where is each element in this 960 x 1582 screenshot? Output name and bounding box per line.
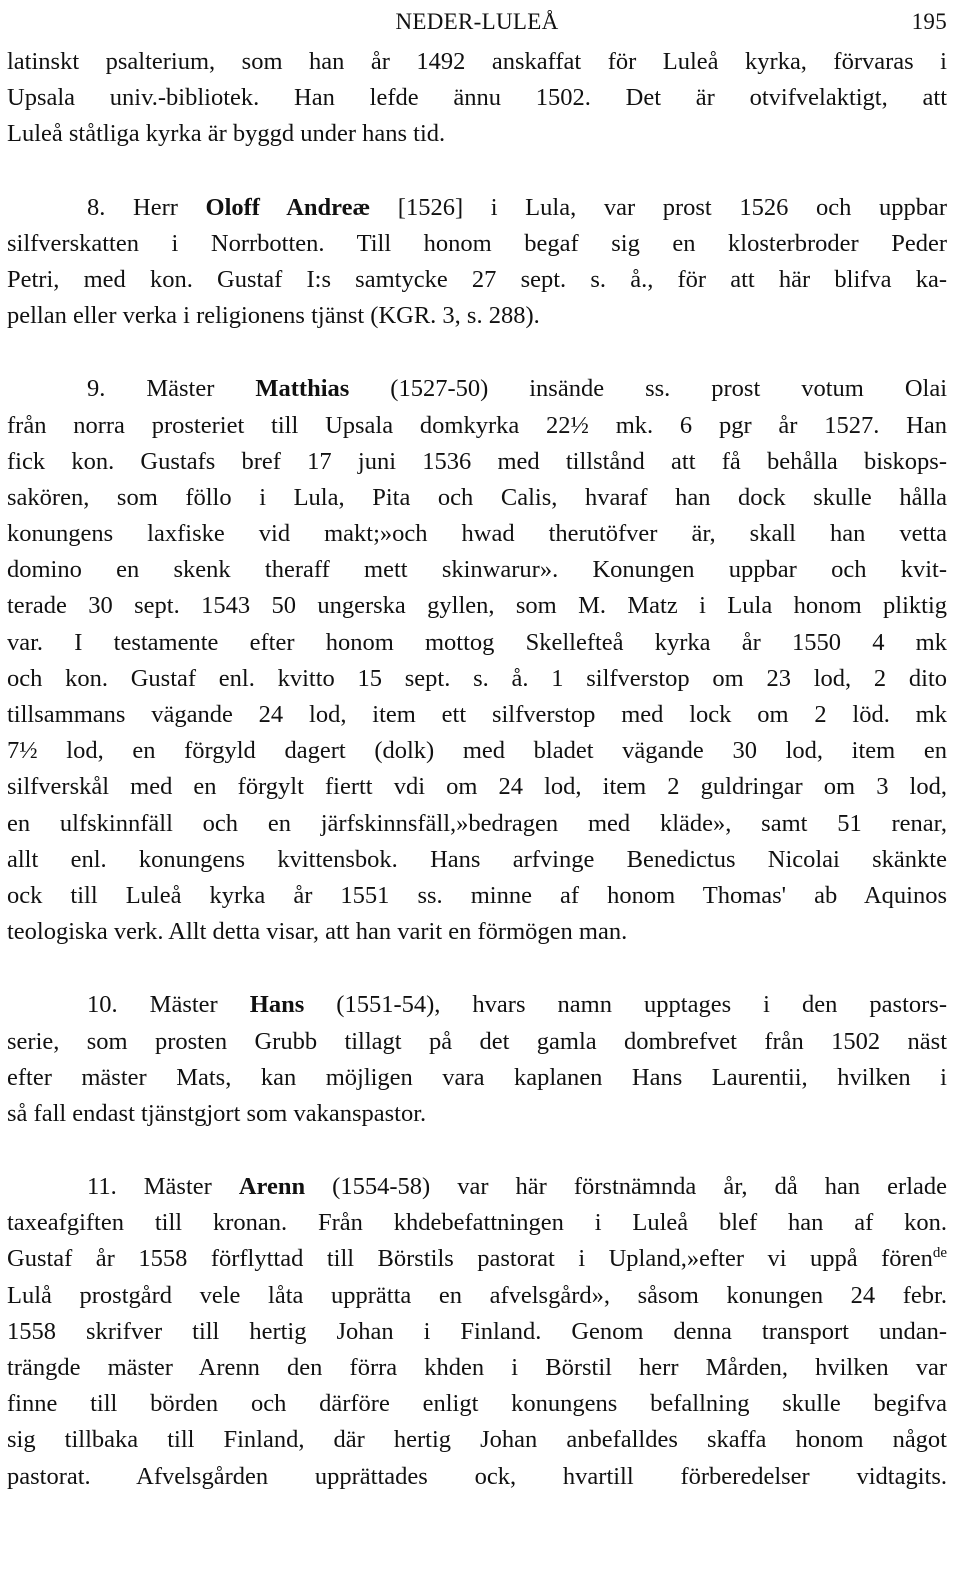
entry-heading-line	[7, 1169, 947, 1205]
entry-heading-line	[7, 190, 947, 226]
text-line: var. I testamente efter honom mottog Skellefteå kyrka år 1550 4 mk	[7, 628, 947, 656]
text-line: silfverskatten i Norrbotten. Till honom begaf sig en klosterbroder Peder	[7, 229, 947, 257]
text-line: sakören, som föllo i Lula, Pita och Calis, hvaraf han dock skulle hålla	[7, 483, 947, 511]
text-line: Upsala univ.-bibliotek. Han lefde ännu 1502. Det är otvifvelaktigt, att	[7, 84, 947, 112]
entry-11	[7, 1169, 947, 1495]
entry-number: 11.	[87, 1173, 117, 1201]
text-line: 7½ lod, en förgyld dagert (dolk) med bladet vägande 30 lod, item en	[7, 737, 947, 765]
text-line: latinskt psalterium, som han år 1492 anskaffat för Luleå kyrka, förvaras i	[7, 48, 947, 75]
text-line: pastorat. Afvelsgården upprättades ock, hvartill förberedelser vidtagits.	[7, 1462, 947, 1490]
entry-heading-text: (1527-50) insände ss. prost votum Olai	[390, 375, 948, 403]
entry-title: Mäster	[143, 1173, 212, 1201]
text-line: Petri, med kon. Gustaf I:s samtycke 27 sept. s. å., för att här blifva ka-	[7, 265, 947, 293]
running-title: NEDER-LULEÅ	[395, 9, 559, 34]
text-line: sig tillbaka till Finland, där hertig Johan anbefalldes skaffa honom något	[7, 1426, 947, 1454]
entry-name: Oloff Andreæ	[205, 193, 371, 221]
text-line: fick kon. Gustafs bref 17 juni 1536 med tillstånd att få behålla biskops-	[7, 447, 947, 475]
entry-9	[7, 371, 947, 950]
text-line: allt enl. konungens kvittensbok. Hans arfvinge Benedictus Nicolai skänkte	[7, 845, 947, 873]
entry-heading-line	[7, 987, 947, 1023]
text-line	[7, 1241, 947, 1277]
text-line: silfverskål med en förgylt fiertt vdi om 24 lod, item 2 guldringar om 3 lod,	[7, 773, 947, 801]
text-line: pellan eller verka i religionens tjänst (KGR. 3, s. 288).	[7, 302, 540, 330]
text-line: en ulfskinnfäll och en järfskinnsfäll,»bedragen med kläde», samt 51 renar,	[7, 809, 947, 837]
entry-number: 9.	[87, 375, 106, 403]
entry-title: Herr	[133, 193, 178, 221]
entry-number: 8.	[87, 193, 106, 221]
paragraph-gap	[7, 950, 947, 987]
text-line: Luleå ståtliga kyrka är byggd under hans tid.	[7, 120, 446, 148]
entry-heading-text: (1554-58) var här förstnämnda år, då han erlade	[332, 1173, 947, 1201]
text-line: serie, som prosten Grubb tillagt på det gamla dombrefvet från 1502 näst	[7, 1027, 947, 1055]
page-number: 195	[911, 9, 947, 34]
text-line: finne till börden och därföre enligt konungens befallning skulle begifva	[7, 1390, 947, 1418]
text-line: tillsammans vägande 24 lod, item ett silfverstop med lock om 2 löd. mk	[7, 701, 947, 728]
text-line: domino en skenk theraff mett skinwarur». Konungen uppbar och kvit-	[7, 556, 947, 584]
entry-heading-text: (1551-54), hvars namn upptages i den pastors-	[336, 991, 947, 1019]
text-line: från norra prosteriet till Upsala domkyrka 22½ mk. 6 pgr år 1527. Han	[7, 411, 947, 439]
paragraph-gap	[7, 334, 947, 371]
text-line: Lulå prostgård vele låta upprätta en afvelsgård», såsom konungen 24 febr.	[7, 1281, 947, 1309]
entry-10	[7, 987, 947, 1132]
text-line-main: Gustaf år 1558 förflyttad till Börstils pastorat i Upland,»efter vi uppå fören	[7, 1245, 933, 1273]
text-line: så fall endast tjänstgjort som vakanspastor.	[7, 1099, 427, 1127]
entry-name: Hans	[249, 991, 305, 1019]
entry-number: 10.	[87, 991, 118, 1019]
paragraph-gap	[7, 1132, 947, 1169]
paragraph-intro	[7, 44, 947, 153]
book-page	[7, 0, 947, 1495]
entry-heading-text: [1526] i Lula, var prost 1526 och uppbar	[397, 193, 947, 221]
text-line: efter mäster Mats, kan möjligen vara kaplanen Hans Laurentii, hvilken i	[7, 1063, 947, 1091]
entry-heading-line	[7, 371, 947, 407]
text-line: trängde mäster Arenn den förra khden i Börstil herr Mården, hvilken var	[7, 1354, 947, 1381]
entry-title: Mäster	[149, 991, 218, 1019]
superscript-abbreviation: de	[932, 1245, 947, 1262]
text-line: taxeafgiften till kronan. Från khdebefattningen i Luleå blef han af kon.	[7, 1209, 947, 1237]
text-line: 1558 skrifver till hertig Johan i Finland. Genom denna transport undan-	[7, 1317, 947, 1345]
entry-name: Matthias	[255, 375, 350, 403]
text-line: teologiska verk. Allt detta visar, att han varit en förmögen man.	[7, 918, 628, 946]
text-line: och kon. Gustaf enl. kvitto 15 sept. s. å. 1 silfverstop om 23 lod, 2 dito	[7, 664, 947, 692]
paragraph-gap	[7, 153, 947, 190]
text-line: konungens laxfiske vid makt;»och hwad therutöfver är, skall han vetta	[7, 520, 947, 548]
text-line: terade 30 sept. 1543 50 ungerska gyllen, som M. Matz i Lula honom pliktig	[7, 592, 947, 620]
entry-8	[7, 190, 947, 335]
entry-name: Arenn	[238, 1173, 306, 1201]
text-line: ock till Luleå kyrka år 1551 ss. minne af honom Thomas' ab Aquinos	[7, 881, 947, 909]
entry-title: Mäster	[146, 375, 215, 403]
running-header	[7, 0, 947, 44]
